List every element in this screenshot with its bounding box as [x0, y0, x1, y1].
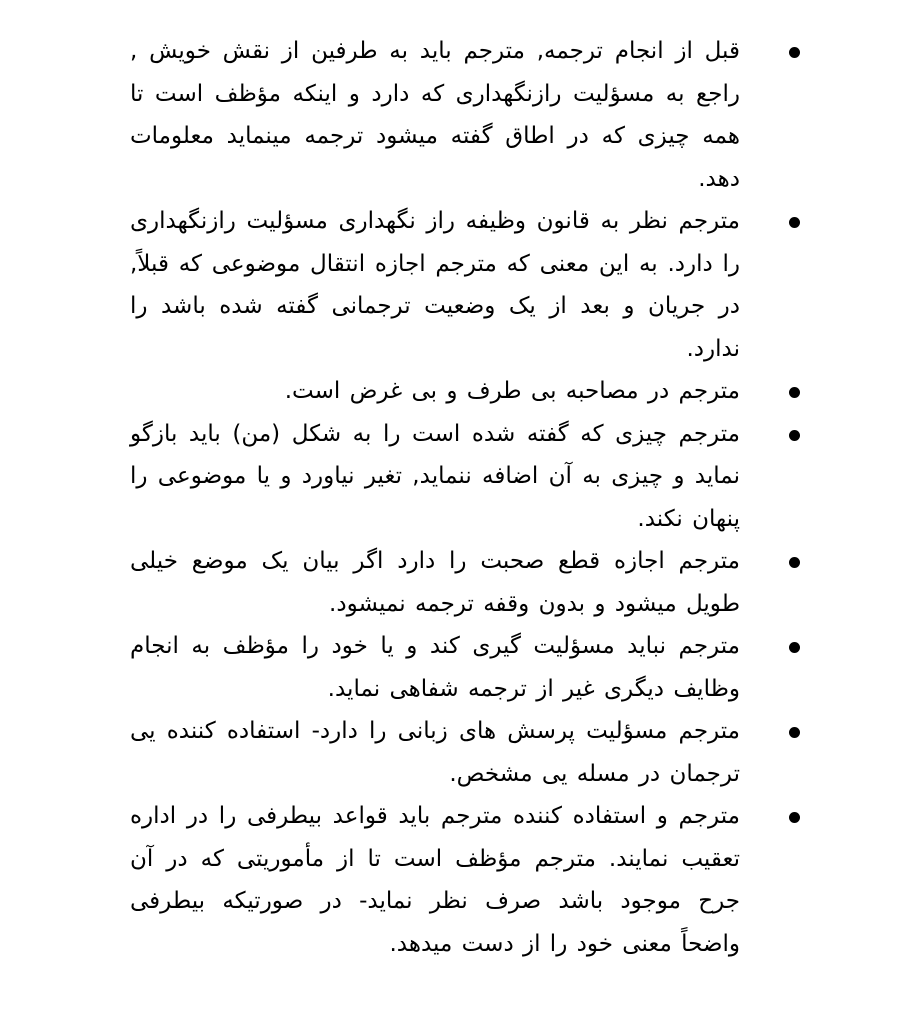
- bullet-item-1: [130, 30, 800, 200]
- bullet-dot-icon: [789, 812, 800, 823]
- bullet-text: مترجم اجازه قطع صحبت را دارد اگر بیان یک موضع خیلی طویل میشود و بدون وقفه ترجمه نمیشود.: [130, 548, 740, 617]
- bullet-item-7: [130, 710, 800, 795]
- bullet-text: قبل از انجام ترجمه, مترجم باید به طرفین از نقش خویش , راجع به مسؤلیت رازنگهداری که دارد و اینکه مؤظف است تا همه چیزی که در اطاق گفته میشود ترجمه مینماید معلومات دهد.: [130, 38, 740, 192]
- bullet-text: مترجم مسؤلیت پرسش های زبانی را دارد- استفاده کننده یی ترجمان در مسله یی مشخص.: [130, 718, 740, 787]
- bullet-item-4: [130, 413, 800, 541]
- bullet-item-2: [130, 200, 800, 370]
- bullet-dot-icon: [789, 727, 800, 738]
- bullet-dot-icon: [789, 557, 800, 568]
- bullet-dot-icon: [789, 47, 800, 58]
- bullet-text: مترجم چیزی که گفته شده است را به شکل (من) باید بازگو نماید و چیزی به آن اضافه ننماید, تغیر نیاورد و یا موضوعی را پنهان نکند.: [130, 420, 740, 532]
- bullet-text: مترجم نظر به قانون وظیفه راز نگهداری مسؤلیت رازنگهداری را دارد. به این معنی که مترجم اجازه انتقال موضوعی که قبلاً, در جریان و بعد از یک وضعیت ترجمانی گفته شده باشد را ندارد.: [130, 208, 740, 362]
- bullet-text: مترجم در مصاحبه بی طرف و بی غرض است.: [284, 378, 740, 404]
- bullet-dot-icon: [789, 430, 800, 441]
- bullet-dot-icon: [789, 387, 800, 398]
- bullet-item-5: [130, 540, 800, 625]
- bullet-text: مترجم نباید مسؤلیت گیری کند و یا خود را مؤظف به انجام وظایف دیگری غیر از ترجمه شفاهی نماید.: [130, 633, 740, 702]
- bullet-dot-icon: [789, 642, 800, 653]
- bullet-list: [130, 30, 800, 965]
- bullet-item-3: [130, 370, 800, 413]
- bullet-item-6: [130, 625, 800, 710]
- bullet-item-8: [130, 795, 800, 965]
- bullet-dot-icon: [789, 217, 800, 228]
- bullet-text: مترجم و استفاده کننده مترجم باید قواعد بیطرفی را در اداره تعقیب نمایند. مترجم مؤظف است تا از مأموریتی که در آن جرح موجود باشد صرف نظر نماید- در صورتیکه بیطرفی واضحاً معنی خود را از دست میدهد.: [130, 803, 740, 957]
